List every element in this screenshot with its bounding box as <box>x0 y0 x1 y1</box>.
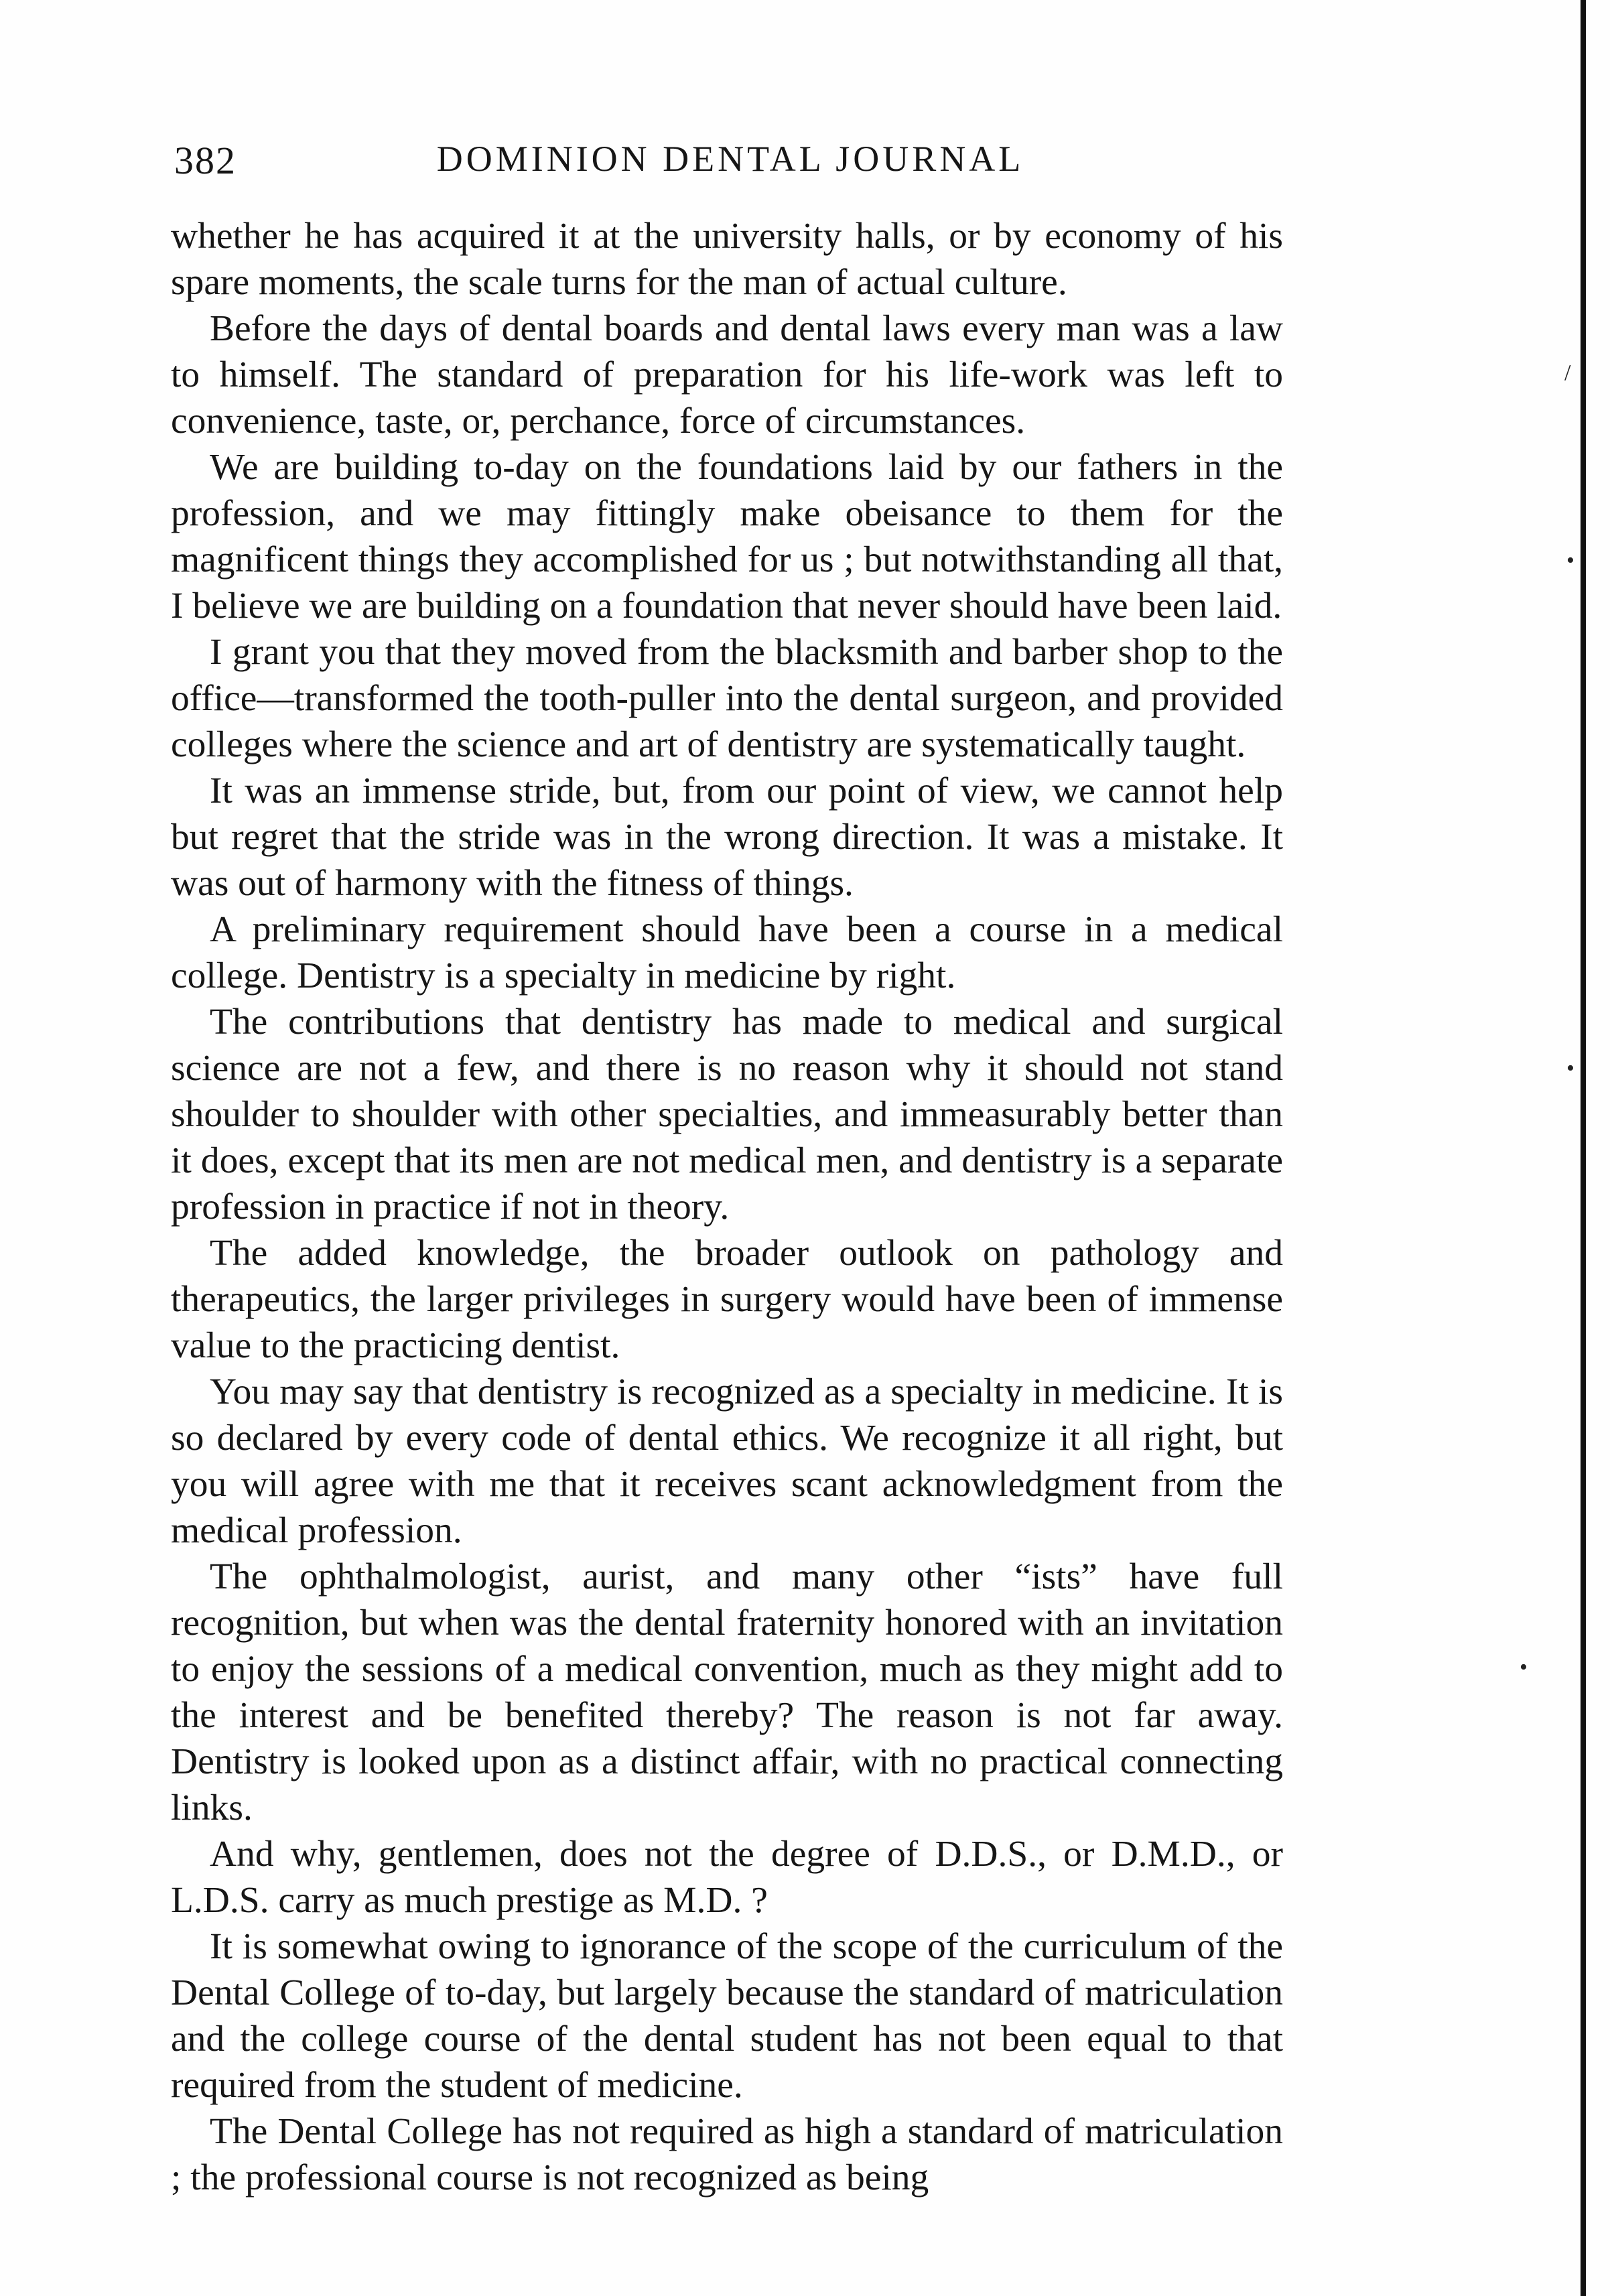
margin-speck: / <box>1564 360 1571 385</box>
paragraph: whether he has acquired it at the university halls, or by economy of his spare moments, the scale turns for the man of actual culture. <box>171 216 1283 303</box>
paragraph: The contributions that dentistry has made to medical and surgical science are not a few, and there is no reason why it should not stand shoulder to shoulder with other specialties, and immeasurably better than it does, except that its men are not medical men, and dentistry is a separate profession in practice if not in theory. <box>171 1002 1283 1227</box>
paragraph: It is somewhat owing to ignorance of the scope of the curriculum of the Dental College of to-day, but largely because the standard of matriculation and the college course of the dental student has not been equal to that required from the student of medicine. <box>171 1926 1283 2106</box>
page-number: 382 <box>174 139 237 182</box>
paragraph: A preliminary requirement should have been a course in a medical college. Dentistry is a specialty in medicine by right. <box>171 909 1283 996</box>
margin-speck: • <box>1566 548 1574 573</box>
margin-speck: • <box>1520 1655 1528 1680</box>
paragraph: I grant you that they moved from the blacksmith and barber shop to the office—transformed the tooth-puller into the dental surgeon, and provided colleges where the science and art of dentistry are systematically taught. <box>171 632 1283 765</box>
margin-speck: • <box>1566 1056 1574 1081</box>
scan-edge-line <box>1581 0 1586 2296</box>
running-title: DOMINION DENTAL JOURNAL <box>436 139 1024 179</box>
page-header <box>174 138 1286 192</box>
paragraph: It was an immense stride, but, from our point of view, we cannot help but regret that the stride was in the wrong direction. It was a mistake. It was out of harmony with the fitness of things. <box>171 770 1283 904</box>
paragraph: And why, gentlemen, does not the degree of D.D.S., or D.M.D., or L.D.S. carry as much prestige as M.D. ? <box>171 1834 1283 1921</box>
article-body <box>171 213 1283 2201</box>
paragraph: We are building to-day on the foundations laid by our fathers in the profession, and we may fittingly make obeisance to them for the magnificent things they accomplished for us ; but notwithstanding all that, I believe we are building on a foundation that never should have been laid. <box>171 447 1283 626</box>
paragraph: Before the days of dental boards and dental laws every man was a law to himself. The standard of preparation for his life-work was left to convenience, taste, or, perchance, force of circumstances. <box>171 308 1283 442</box>
paragraph: The added knowledge, the broader outlook on pathology and therapeutics, the larger privileges in surgery would have been of immense value to the practicing dentist. <box>171 1233 1283 1366</box>
paragraph: The ophthalmologist, aurist, and many other “ists” have full recognition, but when was the dental fraternity honored with an invitation to enjoy the sessions of a medical convention, much as they might add to the interest and be benefited thereby? The reason is not far away. Dentistry is looked upon as a distinct affair, with no practical connecting links. <box>171 1556 1283 1828</box>
paragraph: The Dental College has not required as high a standard of matriculation ; the professional course is not recognized as being <box>171 2111 1283 2198</box>
paragraph: You may say that dentistry is recognized as a specialty in medicine. It is so declared by every code of dental ethics. We recognize it all right, but you will agree with me that it receives scant acknowledgment from the medical profession. <box>171 1371 1283 1551</box>
